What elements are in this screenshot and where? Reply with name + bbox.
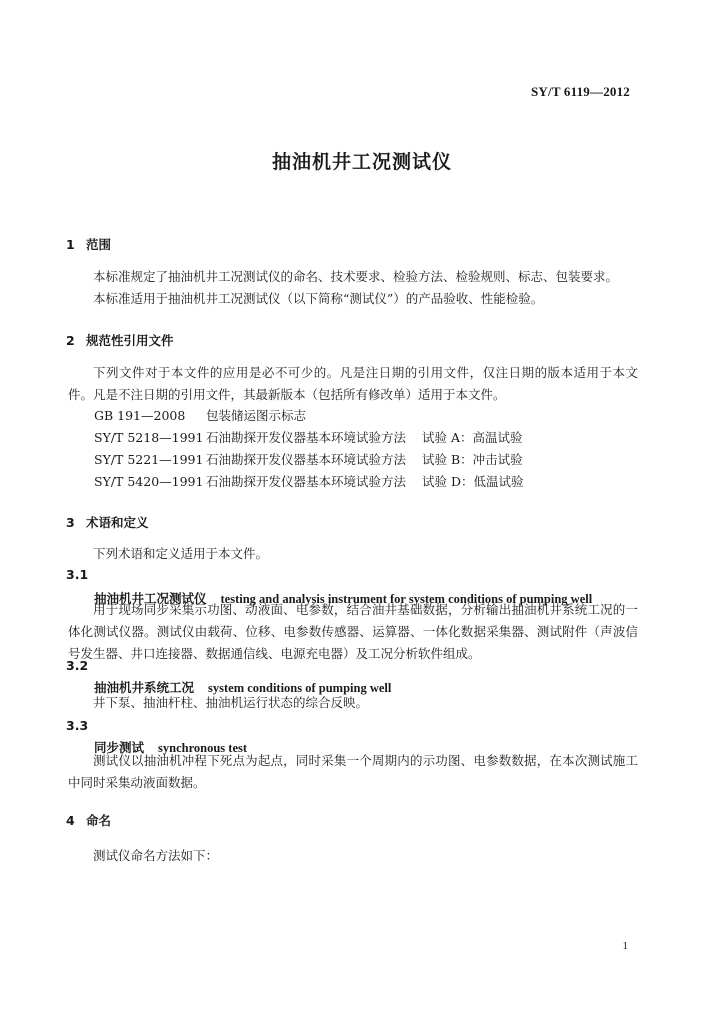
references-intro: 下列文件对于本文件的应用是必不可少的。凡是注日期的引用文件，仅注日期的版本适用于本文件。凡是不注日期的引用文件，其最新版本（包括所有修改单）适用于本文件。 (68, 365, 638, 402)
reference-item (94, 428, 523, 446)
reference-test: 试验 A：高温试验 (422, 430, 523, 445)
scope-paragraph-2: 本标准适用于抽油机井工况测试仪（以下简称“测试仪”）的产品验收、性能检验。 (93, 291, 544, 306)
section-4-heading (66, 811, 111, 829)
term-chinese: 同步测试 (94, 740, 145, 755)
reference-title: 石油勘探开发仪器基本环境试验方法 (206, 452, 407, 467)
standard-number: SY/T 6119—2012 (531, 84, 630, 99)
section-title: 命名 (86, 813, 112, 828)
section-3-heading (66, 513, 149, 531)
reference-test: 试验 D：低温试验 (422, 474, 524, 489)
term-english: testing and analysis instrument for system conditions of pumping well (220, 592, 593, 606)
section-title: 术语和定义 (86, 515, 149, 530)
section-1-heading (66, 235, 111, 253)
reference-title: 石油勘探开发仪器基本环境试验方法 (206, 430, 407, 445)
section-2-heading (66, 331, 174, 349)
term-number: 3.3 (66, 718, 89, 733)
reference-title: 石油勘探开发仪器基本环境试验方法 (206, 474, 407, 489)
term-english: system conditions of pumping well (208, 681, 392, 695)
section-number: 3 (66, 515, 75, 530)
term-number: 3.2 (66, 658, 89, 673)
page-number: 1 (622, 940, 628, 952)
term-definition: 用于现场同步采集示功图、动液面、电参数，结合油井基础数据，分析输出抽油机井系统工况的一体化测试仪器。测试仪由载荷、位移、电参数传感器、运算器、一体化数据采集器、测试附件（声波信号发生器、井口连接器、数据通信线、电源充电器）及工况分析软件组成。 (68, 602, 638, 661)
terms-intro: 下列术语和定义适用于本文件。 (93, 546, 269, 561)
section-number: 2 (66, 333, 75, 348)
document-title: 抽油机井工况测试仪 (271, 151, 452, 173)
term-chinese: 抽油机井系统工况 (94, 680, 195, 695)
section-number: 1 (66, 237, 75, 252)
reference-code: SY/T 5218—1991 (94, 430, 204, 445)
naming-intro: 测试仪命名方法如下： (93, 848, 219, 863)
section-title: 规范性引用文件 (86, 333, 174, 348)
term-number: 3.1 (66, 567, 89, 582)
reference-test: 试验 B：冲击试验 (422, 452, 523, 467)
section-title: 范围 (86, 237, 112, 252)
reference-code: SY/T 5221—1991 (94, 452, 204, 467)
reference-title: 包装储运图示标志 (206, 408, 307, 423)
scope-paragraph-1: 本标准规定了抽油机井工况测试仪的命名、技术要求、检验方法、检验规则、标志、包装要求。 (93, 269, 619, 284)
term-chinese: 抽油机井工况测试仪 (94, 591, 207, 606)
term-definition: 测试仪以抽油机冲程下死点为起点，同时采集一个周期内的示功图、电参数数据，在本次测试施工中同时采集动液面数据。 (68, 753, 638, 790)
reference-code: GB 191—2008 (94, 408, 186, 423)
reference-code: SY/T 5420—1991 (94, 474, 204, 489)
section-number: 4 (66, 813, 75, 828)
term-definition: 井下泵、抽油杆柱、抽油机运行状态的综合反映。 (93, 695, 369, 710)
reference-item (94, 450, 523, 468)
term-english: synchronous test (158, 741, 248, 755)
reference-item (94, 472, 524, 490)
reference-item (94, 406, 306, 424)
